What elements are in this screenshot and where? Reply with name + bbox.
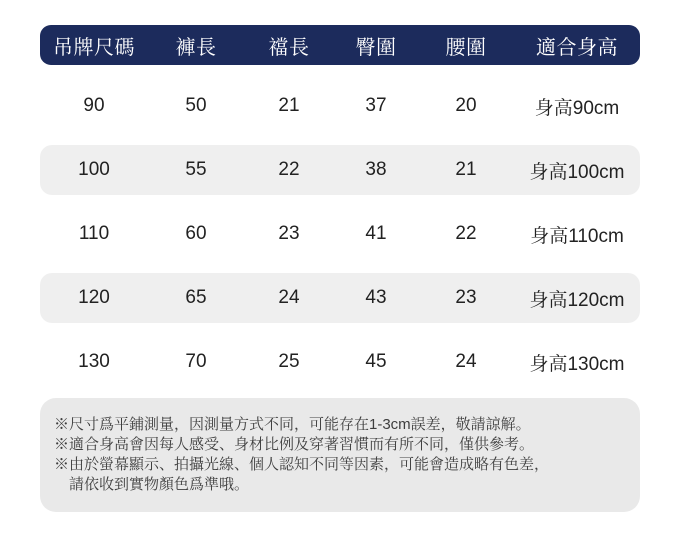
cell-size: 110: [78, 223, 110, 244]
cell-pant-length: 50: [185, 95, 207, 116]
note-color-difference: ※由於螢幕顯示、拍攝光線、個人認知不同等因素，可能會造成略有色差，: [54, 456, 550, 473]
cell-hip: 45: [365, 351, 387, 372]
cell-fit-height: 身高100cm: [529, 161, 625, 183]
cell-crotch-length: 21: [278, 95, 300, 116]
cell-waist: 24: [455, 351, 477, 372]
table-row-size-100: [40, 145, 640, 195]
column-header-pant-length: 褲長: [175, 36, 217, 59]
column-header-tag-size: 吊牌尺碼: [53, 36, 135, 59]
cell-hip: 37: [365, 95, 387, 116]
cell-pant-length: 55: [185, 159, 207, 180]
table-row-size-90: [40, 74, 640, 138]
size-chart-body: [40, 74, 640, 394]
cell-crotch-length: 23: [278, 223, 300, 244]
note-fit-reference: ※適合身高會因每人感受、身材比例及穿著習慣而有所不同，僅供參考。: [54, 436, 535, 453]
cell-waist: 23: [455, 287, 477, 308]
table-row-size-120: [40, 273, 640, 323]
column-header-crotch-length: 襠長: [268, 36, 310, 59]
cell-hip: 38: [365, 159, 387, 180]
cell-crotch-length: 25: [278, 351, 300, 372]
note-measurement-tolerance: ※尺寸爲平鋪測量，因測量方式不同，可能存在1-3cm誤差，敬請諒解。: [54, 416, 531, 433]
cell-pant-length: 65: [185, 287, 207, 308]
disclaimer-notes-box: [40, 398, 640, 512]
cell-waist: 21: [455, 159, 477, 180]
cell-crotch-length: 22: [278, 159, 300, 180]
note-color-difference-continued: 請依收到實物顏色爲準哦。: [69, 476, 250, 493]
column-header-waist: 腰圍: [445, 36, 487, 59]
cell-size: 130: [78, 351, 110, 372]
column-header-fit-height: 適合身高: [536, 36, 618, 59]
cell-fit-height: 身高90cm: [534, 97, 620, 119]
cell-waist: 20: [455, 95, 477, 116]
cell-size: 90: [83, 95, 105, 116]
cell-waist: 22: [455, 223, 477, 244]
cell-crotch-length: 24: [278, 287, 300, 308]
cell-pant-length: 60: [185, 223, 207, 244]
cell-fit-height: 身高130cm: [529, 353, 625, 375]
cell-hip: 43: [365, 287, 387, 308]
cell-size: 100: [78, 159, 110, 180]
cell-pant-length: 70: [185, 351, 207, 372]
table-row-size-130: [40, 330, 640, 394]
cell-hip: 41: [365, 223, 387, 244]
size-chart-header-row: [40, 25, 640, 65]
cell-fit-height: 身高110cm: [530, 225, 624, 247]
table-row-size-110: [40, 202, 640, 266]
cell-size: 120: [78, 287, 110, 308]
column-header-hip: 臀圍: [355, 36, 397, 59]
cell-fit-height: 身高120cm: [529, 289, 625, 311]
